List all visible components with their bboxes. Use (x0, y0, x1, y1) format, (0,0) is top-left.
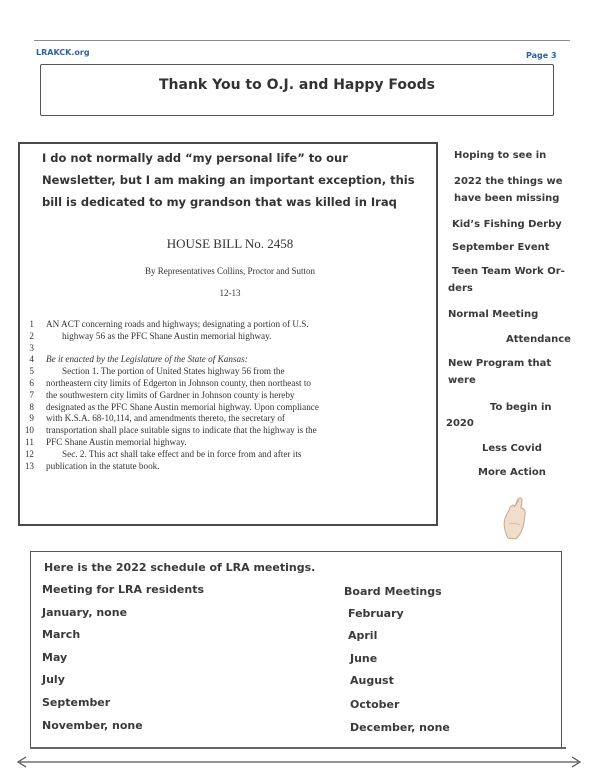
resident-meeting: May (42, 651, 68, 664)
sidebar-item: More Action (478, 467, 546, 478)
sidebar-item: To begin in (490, 402, 552, 413)
bill-line (20, 390, 412, 402)
page-number: Page 3 (526, 51, 557, 60)
bill-line (20, 402, 412, 414)
line-text: Be it enacted by the Legislature of the State of Kansas: (46, 354, 248, 365)
dedication-line: Newsletter, but I am making an important exception, this (42, 173, 415, 187)
bill-title: HOUSE BILL No. 2458 (166, 236, 294, 251)
footer-arrow (14, 756, 584, 768)
line-number: 7 (29, 389, 34, 400)
dedication-line: I do not normally add “my personal life” to our (42, 151, 348, 165)
bill-text (20, 319, 412, 472)
board-meeting: February (348, 607, 404, 620)
board-meeting: June (350, 652, 378, 665)
crossed-fingers-icon (494, 494, 534, 540)
residents-header: Meeting for LRA residents (42, 583, 205, 596)
line-text: Sec. 2. This act shall take effect and be in force from and after its (62, 448, 302, 459)
board-meeting: April (348, 629, 378, 642)
line-text: designated as the PFC Shane Austin memorial highway. Upon compliance (46, 401, 319, 412)
sidebar-item: Less Covid (482, 443, 542, 454)
resident-meeting: January, none (42, 606, 128, 619)
line-text: the southwestern city limits of Gardner in Johnson county is hereby (46, 389, 295, 400)
line-number: 11 (25, 436, 34, 447)
line-number: 5 (29, 366, 34, 377)
schedule-rule (30, 747, 566, 749)
sidebar-item: were (448, 375, 476, 386)
sidebar-item: New Program that (448, 358, 552, 369)
bill-line (20, 461, 412, 473)
line-number: 13 (24, 460, 34, 471)
dedication-line: bill is dedicated to my grandson that was killed in Iraq (42, 195, 397, 209)
line-number: 3 (29, 342, 34, 353)
line-number: 12 (24, 448, 34, 459)
line-number: 8 (29, 401, 34, 412)
sidebar-item: Teen Team Work Or- (452, 266, 565, 277)
line-text: highway 56 as the PFC Shane Austin memorial highway. (62, 330, 272, 341)
bill-line (20, 437, 412, 449)
sidebar-item: Hoping to see in (454, 150, 547, 161)
resident-meeting: September (42, 696, 111, 709)
bill-line (20, 331, 412, 343)
line-number: 4 (29, 354, 34, 365)
line-number: 1 (29, 319, 34, 329)
sidebar-item: Normal Meeting (448, 309, 539, 320)
line-text: transportation shall place suitable signs to indicate that the highway is the (46, 425, 317, 436)
bill-line (20, 343, 412, 355)
sidebar-item: 2022 the things we (454, 176, 563, 187)
bill-line (20, 354, 412, 366)
bill-line (20, 449, 412, 461)
site-name: LRAKCK.org (36, 48, 90, 57)
board-meeting: October (350, 698, 400, 711)
thank-you-banner (40, 64, 554, 116)
bill-representatives: By Representatives Collins, Proctor and Sutton (145, 266, 315, 276)
resident-meeting: March (42, 628, 81, 641)
line-number: 9 (29, 413, 34, 424)
line-text: publication in the statute book. (46, 460, 160, 471)
bill-line (20, 319, 412, 331)
line-text: Section 1. The portion of United States highway 56 from the (62, 366, 285, 377)
board-meeting: December, none (350, 721, 450, 734)
sidebar-item: 2020 (446, 418, 474, 429)
resident-meeting: November, none (42, 719, 143, 732)
sidebar-item: September Event (452, 242, 550, 253)
header-rule (34, 40, 570, 41)
line-number: 2 (29, 330, 34, 341)
resident-meeting: July (42, 673, 65, 686)
sidebar-item: Kid’s Fishing Derby (452, 219, 562, 230)
bill-line (20, 378, 412, 390)
sidebar-item: ders (448, 283, 473, 294)
board-meeting: August (350, 674, 394, 687)
line-text: northeastern city limits of Edgerton in Johnson county, then northeast to (46, 377, 312, 388)
bill-line (20, 366, 412, 378)
line-number: 6 (29, 377, 34, 388)
sidebar-item: Attendance (506, 334, 571, 345)
dedication-text (42, 147, 432, 213)
schedule-title: Here is the 2022 schedule of LRA meetings. (44, 561, 316, 574)
bill-line (20, 413, 412, 425)
line-number: 10 (24, 425, 34, 436)
bill-date: 12-13 (219, 288, 241, 298)
sidebar-item: have been missing (454, 193, 560, 204)
board-header: Board Meetings (344, 585, 442, 598)
bill-line (20, 425, 412, 437)
line-text: AN ACT concerning roads and highways; designating a portion of U.S. (46, 319, 309, 329)
line-text: PFC Shane Austin memorial highway. (46, 436, 187, 447)
thank-you-title: Thank You to O.J. and Happy Foods (158, 77, 436, 93)
line-text: with K.S.A. 68-10,114, and amendments thereto, the secretary of (46, 413, 285, 424)
